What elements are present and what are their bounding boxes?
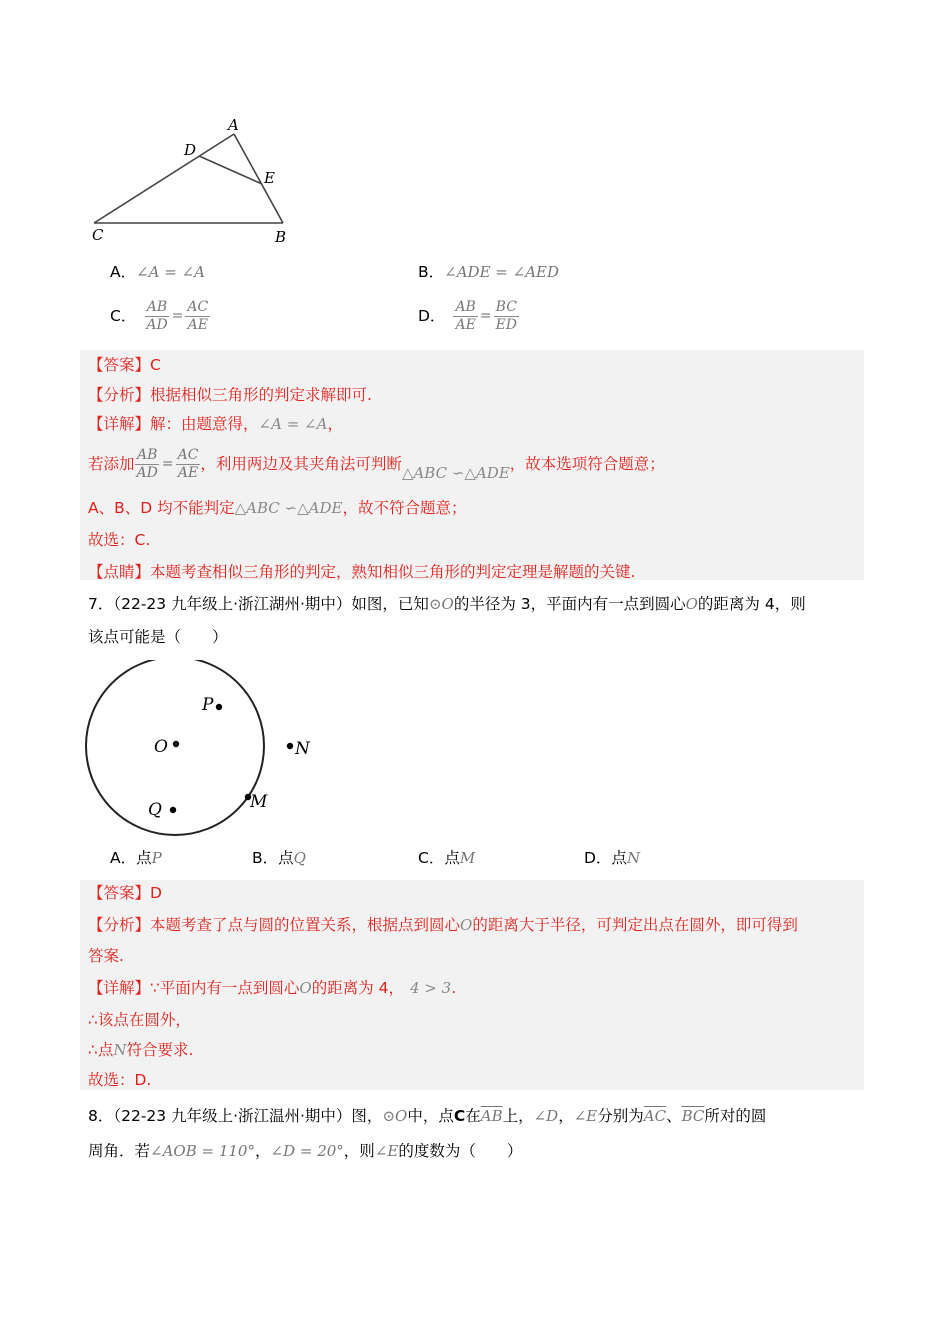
- q6-detail-line1: 【详解】解：由题意得，∠A = ∠A，: [88, 415, 343, 433]
- q6-analysis: 【分析】根据相似三角形的判定求解即可.: [88, 386, 372, 404]
- q7-stem-line1: 7．（22-23 九年级上·浙江湖州·期中）如图，已知⊙O的半径为 3，平面内有一点到圆心O的距离为 4，则: [88, 595, 806, 613]
- label-q: Q: [148, 800, 162, 820]
- label-c: C: [92, 226, 104, 244]
- option-c[interactable]: C． $\frac{AB}{AD}$ = $\frac{AC}{AE}$: [110, 298, 209, 333]
- label-b: B: [275, 228, 287, 246]
- option-a[interactable]: A．∠A = ∠A: [110, 263, 206, 281]
- q7-stem-line2: 该点可能是（ ）: [88, 628, 228, 646]
- q7-analysis-line1: 【分析】本题考查了点与圆的位置关系，根据点到圆心O的距离大于半径，可判定出点在圆外，即可得到: [88, 916, 798, 934]
- q7-option-b[interactable]: B．点Q: [252, 849, 306, 867]
- q8-stem-line2: 周角．若∠AOB = 110°，∠D = 20°，则∠E的度数为（ ）: [88, 1142, 523, 1160]
- q6-answer: 【答案】C: [88, 356, 161, 374]
- q8-stem-line1: 8．（22-23 九年级上·浙江温州·期中）图，⊙O中，点C在$\overline{AB}$上，∠D，∠E分别为$\overline{AC}$、$\overline{BC}$所对的圆: [88, 1107, 767, 1125]
- label-m: M: [250, 792, 268, 812]
- label-p: P: [202, 695, 214, 715]
- label-n: N: [295, 739, 310, 759]
- q6-detail-line4: 故选：C.: [88, 531, 151, 549]
- q7-option-d[interactable]: D．点N: [584, 849, 641, 867]
- q6-comment: 【点睛】本题考查相似三角形的判定，熟知相似三角形的判定定理是解题的关键.: [88, 563, 636, 581]
- q6-detail-line2: 若添加 $\frac{AB}{AD}$ = $\frac{AC}{AE}$ ，利用两边及其夹角法可判断 △ABC ∽△ADE ，故本选项符合题意；: [88, 446, 665, 482]
- q6-detail-line3: A、B、D 均不能判定△ABC ∽△ADE，故不符合题意；: [88, 499, 467, 517]
- q7-option-a[interactable]: A．点P: [110, 849, 162, 867]
- label-e: E: [264, 169, 275, 187]
- option-d[interactable]: D． $\frac{AB}{AE}$ = $\frac{BC}{ED}$: [418, 298, 518, 333]
- q7-detail-line2: ∴该点在圆外，: [88, 1011, 191, 1029]
- q7-detail-line3: ∴点N符合要求.: [88, 1041, 194, 1059]
- label-d: D: [184, 141, 197, 159]
- q7-analysis-line2: 答案.: [88, 947, 124, 965]
- triangle-figure: [80, 110, 310, 250]
- q7-detail-line1: 【详解】∵平面内有一点到圆心O的距离为 4， 4 > 3.: [88, 979, 457, 997]
- label-o: O: [154, 737, 168, 757]
- q7-answer: 【答案】D: [88, 884, 162, 902]
- label-a: A: [228, 116, 239, 134]
- option-b[interactable]: B．∠ADE = ∠AED: [418, 263, 559, 281]
- q7-detail-line4: 故选：D.: [88, 1071, 152, 1089]
- circle-figure: [80, 660, 320, 840]
- q7-option-c[interactable]: C．点M: [418, 849, 476, 867]
